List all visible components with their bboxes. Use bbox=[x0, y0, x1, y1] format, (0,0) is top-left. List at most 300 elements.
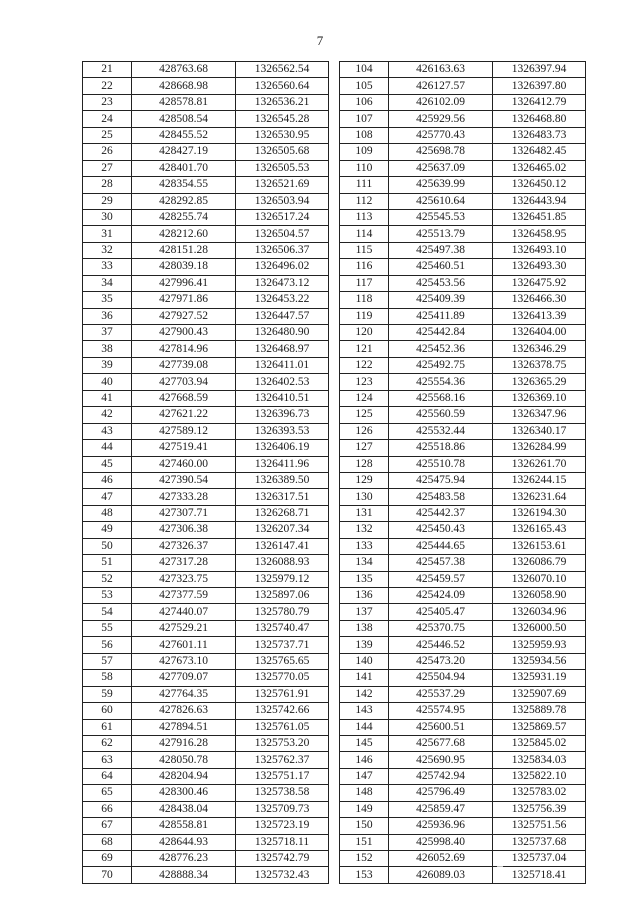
x-coordinate-cell: 425698.78 bbox=[389, 144, 493, 160]
point-number-cell: 127 bbox=[340, 440, 389, 456]
x-coordinate-cell: 427894.51 bbox=[132, 719, 236, 735]
point-number-cell: 137 bbox=[340, 604, 389, 620]
y-coordinate-cell: 1326450.12 bbox=[493, 177, 586, 193]
y-coordinate-cell: 1326397.94 bbox=[493, 62, 586, 78]
point-number-cell: 148 bbox=[340, 785, 389, 801]
y-coordinate-cell: 1325756.39 bbox=[493, 801, 586, 817]
y-coordinate-cell: 1326560.64 bbox=[236, 78, 329, 94]
table-row bbox=[340, 456, 586, 472]
table-row bbox=[340, 62, 586, 78]
x-coordinate-cell: 425409.39 bbox=[389, 292, 493, 308]
point-number-cell: 125 bbox=[340, 407, 389, 423]
x-coordinate-cell: 428763.68 bbox=[132, 62, 236, 78]
table-row bbox=[83, 390, 329, 406]
x-coordinate-cell: 425444.65 bbox=[389, 538, 493, 554]
point-number-cell: 29 bbox=[83, 193, 132, 209]
y-coordinate-cell: 1325723.19 bbox=[236, 818, 329, 834]
table-row bbox=[83, 571, 329, 587]
x-coordinate-cell: 425442.84 bbox=[389, 325, 493, 341]
y-coordinate-cell: 1326268.71 bbox=[236, 505, 329, 521]
table-row bbox=[83, 374, 329, 390]
point-number-cell: 122 bbox=[340, 357, 389, 373]
y-coordinate-cell: 1326503.94 bbox=[236, 193, 329, 209]
x-coordinate-cell: 425532.44 bbox=[389, 423, 493, 439]
x-coordinate-cell: 425504.94 bbox=[389, 670, 493, 686]
y-coordinate-cell: 1325737.04 bbox=[493, 851, 586, 867]
point-number-cell: 25 bbox=[83, 127, 132, 143]
x-coordinate-cell: 425497.38 bbox=[389, 242, 493, 258]
table-row bbox=[83, 226, 329, 242]
x-coordinate-cell: 428438.04 bbox=[132, 801, 236, 817]
x-coordinate-cell: 427333.28 bbox=[132, 489, 236, 505]
y-coordinate-cell: 1326451.85 bbox=[493, 209, 586, 225]
x-coordinate-cell: 427814.96 bbox=[132, 341, 236, 357]
x-coordinate-cell: 427668.59 bbox=[132, 390, 236, 406]
x-coordinate-cell: 425492.75 bbox=[389, 357, 493, 373]
x-coordinate-cell: 427916.28 bbox=[132, 735, 236, 751]
table-row bbox=[83, 703, 329, 719]
y-coordinate-cell: 1326153.61 bbox=[493, 538, 586, 554]
point-number-cell: 30 bbox=[83, 209, 132, 225]
point-number-cell: 135 bbox=[340, 571, 389, 587]
point-number-cell: 38 bbox=[83, 341, 132, 357]
x-coordinate-cell: 427927.52 bbox=[132, 308, 236, 324]
y-coordinate-cell: 1326506.37 bbox=[236, 242, 329, 258]
y-coordinate-cell: 1325931.19 bbox=[493, 670, 586, 686]
x-coordinate-cell: 425518.86 bbox=[389, 440, 493, 456]
y-coordinate-cell: 1325845.02 bbox=[493, 735, 586, 751]
point-number-cell: 55 bbox=[83, 620, 132, 636]
table-row bbox=[83, 686, 329, 702]
point-number-cell: 153 bbox=[340, 867, 389, 883]
y-coordinate-cell: 1326480.90 bbox=[236, 325, 329, 341]
x-coordinate-cell: 428212.60 bbox=[132, 226, 236, 242]
table-row bbox=[340, 555, 586, 571]
x-coordinate-cell: 425560.59 bbox=[389, 407, 493, 423]
point-number-cell: 46 bbox=[83, 472, 132, 488]
y-coordinate-cell: 1325979.12 bbox=[236, 571, 329, 587]
x-coordinate-cell: 428455.52 bbox=[132, 127, 236, 143]
table-row bbox=[83, 275, 329, 291]
table-row bbox=[83, 555, 329, 571]
x-coordinate-cell: 425473.20 bbox=[389, 653, 493, 669]
y-coordinate-cell: 1325959.93 bbox=[493, 637, 586, 653]
x-coordinate-cell: 425742.94 bbox=[389, 768, 493, 784]
x-coordinate-cell: 425770.43 bbox=[389, 127, 493, 143]
table-row bbox=[340, 78, 586, 94]
table-row bbox=[83, 144, 329, 160]
y-coordinate-cell: 1326389.50 bbox=[236, 472, 329, 488]
x-coordinate-cell: 428888.34 bbox=[132, 867, 236, 883]
y-coordinate-cell: 1326207.34 bbox=[236, 522, 329, 538]
table-row bbox=[340, 292, 586, 308]
table-row bbox=[83, 209, 329, 225]
table-row bbox=[340, 94, 586, 110]
y-coordinate-cell: 1326231.64 bbox=[493, 489, 586, 505]
point-number-cell: 69 bbox=[83, 851, 132, 867]
table-row bbox=[83, 160, 329, 176]
table-row bbox=[340, 670, 586, 686]
y-coordinate-cell: 1325897.06 bbox=[236, 588, 329, 604]
table-row bbox=[340, 851, 586, 867]
y-coordinate-cell: 1326536.21 bbox=[236, 94, 329, 110]
x-coordinate-cell: 425554.36 bbox=[389, 374, 493, 390]
point-number-cell: 112 bbox=[340, 193, 389, 209]
point-number-cell: 115 bbox=[340, 242, 389, 258]
x-coordinate-cell: 425457.38 bbox=[389, 555, 493, 571]
table-row bbox=[340, 193, 586, 209]
x-coordinate-cell: 425600.51 bbox=[389, 719, 493, 735]
x-coordinate-cell: 428427.19 bbox=[132, 144, 236, 160]
table-row bbox=[83, 785, 329, 801]
table-row bbox=[83, 818, 329, 834]
y-coordinate-cell: 1326468.80 bbox=[493, 111, 586, 127]
y-coordinate-cell: 1326058.90 bbox=[493, 588, 586, 604]
y-coordinate-cell: 1326458.95 bbox=[493, 226, 586, 242]
point-number-cell: 35 bbox=[83, 292, 132, 308]
y-coordinate-cell: 1326453.22 bbox=[236, 292, 329, 308]
y-coordinate-cell: 1325770.05 bbox=[236, 670, 329, 686]
point-number-cell: 124 bbox=[340, 390, 389, 406]
table-row bbox=[340, 374, 586, 390]
x-coordinate-cell: 427306.38 bbox=[132, 522, 236, 538]
table-row bbox=[83, 325, 329, 341]
x-coordinate-cell: 427377.59 bbox=[132, 588, 236, 604]
x-coordinate-cell: 427440.07 bbox=[132, 604, 236, 620]
point-number-cell: 130 bbox=[340, 489, 389, 505]
y-coordinate-cell: 1326466.30 bbox=[493, 292, 586, 308]
x-coordinate-cell: 425690.95 bbox=[389, 752, 493, 768]
y-coordinate-cell: 1326404.00 bbox=[493, 325, 586, 341]
y-coordinate-cell: 1326483.73 bbox=[493, 127, 586, 143]
y-coordinate-cell: 1326397.80 bbox=[493, 78, 586, 94]
y-coordinate-cell: 1326369.10 bbox=[493, 390, 586, 406]
point-number-cell: 141 bbox=[340, 670, 389, 686]
x-coordinate-cell: 426127.57 bbox=[389, 78, 493, 94]
table-row bbox=[83, 851, 329, 867]
point-number-cell: 48 bbox=[83, 505, 132, 521]
y-coordinate-cell: 1326545.28 bbox=[236, 111, 329, 127]
y-coordinate-cell: 1326443.94 bbox=[493, 193, 586, 209]
point-number-cell: 116 bbox=[340, 259, 389, 275]
x-coordinate-cell: 427703.94 bbox=[132, 374, 236, 390]
table-row bbox=[340, 538, 586, 554]
y-coordinate-cell: 1325783.02 bbox=[493, 785, 586, 801]
table-row bbox=[340, 423, 586, 439]
table-row bbox=[340, 275, 586, 291]
point-number-cell: 129 bbox=[340, 472, 389, 488]
y-coordinate-cell: 1325709.73 bbox=[236, 801, 329, 817]
point-number-cell: 136 bbox=[340, 588, 389, 604]
point-number-cell: 131 bbox=[340, 505, 389, 521]
x-coordinate-cell: 425574.95 bbox=[389, 703, 493, 719]
point-number-cell: 44 bbox=[83, 440, 132, 456]
x-coordinate-cell: 425610.64 bbox=[389, 193, 493, 209]
x-coordinate-cell: 427673.10 bbox=[132, 653, 236, 669]
point-number-cell: 149 bbox=[340, 801, 389, 817]
table-row bbox=[340, 325, 586, 341]
table-row bbox=[83, 127, 329, 143]
point-number-cell: 143 bbox=[340, 703, 389, 719]
x-coordinate-cell: 425998.40 bbox=[389, 834, 493, 850]
point-number-cell: 45 bbox=[83, 456, 132, 472]
point-number-cell: 142 bbox=[340, 686, 389, 702]
x-coordinate-cell: 425510.78 bbox=[389, 456, 493, 472]
y-coordinate-cell: 1325780.79 bbox=[236, 604, 329, 620]
table-row bbox=[83, 735, 329, 751]
x-coordinate-cell: 428204.94 bbox=[132, 768, 236, 784]
y-coordinate-cell: 1326340.17 bbox=[493, 423, 586, 439]
y-coordinate-cell: 1325738.58 bbox=[236, 785, 329, 801]
table-row bbox=[83, 538, 329, 554]
point-number-cell: 107 bbox=[340, 111, 389, 127]
x-coordinate-cell: 425545.53 bbox=[389, 209, 493, 225]
x-coordinate-cell: 427326.37 bbox=[132, 538, 236, 554]
x-coordinate-cell: 427519.41 bbox=[132, 440, 236, 456]
table-row bbox=[340, 111, 586, 127]
table-row bbox=[83, 111, 329, 127]
table-row bbox=[340, 768, 586, 784]
x-coordinate-cell: 425513.79 bbox=[389, 226, 493, 242]
table-row bbox=[340, 242, 586, 258]
table-row bbox=[83, 62, 329, 78]
x-coordinate-cell: 427323.75 bbox=[132, 571, 236, 587]
y-coordinate-cell: 1326406.19 bbox=[236, 440, 329, 456]
coordinates-table-right bbox=[339, 61, 586, 884]
point-number-cell: 56 bbox=[83, 637, 132, 653]
table-row bbox=[340, 752, 586, 768]
point-number-cell: 43 bbox=[83, 423, 132, 439]
x-coordinate-cell: 425405.47 bbox=[389, 604, 493, 620]
point-number-cell: 40 bbox=[83, 374, 132, 390]
point-number-cell: 146 bbox=[340, 752, 389, 768]
y-coordinate-cell: 1326365.29 bbox=[493, 374, 586, 390]
point-number-cell: 42 bbox=[83, 407, 132, 423]
x-coordinate-cell: 425459.57 bbox=[389, 571, 493, 587]
table-row bbox=[83, 407, 329, 423]
y-coordinate-cell: 1326562.54 bbox=[236, 62, 329, 78]
y-coordinate-cell: 1326070.10 bbox=[493, 571, 586, 587]
x-coordinate-cell: 425450.43 bbox=[389, 522, 493, 538]
y-coordinate-cell: 1326482.45 bbox=[493, 144, 586, 160]
point-number-cell: 39 bbox=[83, 357, 132, 373]
x-coordinate-cell: 428508.54 bbox=[132, 111, 236, 127]
point-number-cell: 51 bbox=[83, 555, 132, 571]
x-coordinate-cell: 425424.09 bbox=[389, 588, 493, 604]
point-number-cell: 152 bbox=[340, 851, 389, 867]
x-coordinate-cell: 425442.37 bbox=[389, 505, 493, 521]
page-number: 7 bbox=[316, 33, 324, 48]
point-number-cell: 21 bbox=[83, 62, 132, 78]
point-number-cell: 108 bbox=[340, 127, 389, 143]
x-coordinate-cell: 426163.63 bbox=[389, 62, 493, 78]
table-row bbox=[340, 785, 586, 801]
table-row bbox=[83, 637, 329, 653]
y-coordinate-cell: 1326521.69 bbox=[236, 177, 329, 193]
point-number-cell: 117 bbox=[340, 275, 389, 291]
scan-speck bbox=[497, 866, 503, 867]
table-row bbox=[83, 752, 329, 768]
table-row bbox=[340, 390, 586, 406]
coordinates-table-left bbox=[82, 61, 329, 884]
point-number-cell: 53 bbox=[83, 588, 132, 604]
point-number-cell: 58 bbox=[83, 670, 132, 686]
table-row bbox=[340, 308, 586, 324]
y-coordinate-cell: 1326346.29 bbox=[493, 341, 586, 357]
point-number-cell: 147 bbox=[340, 768, 389, 784]
table-row bbox=[340, 867, 586, 883]
table-row bbox=[83, 653, 329, 669]
point-number-cell: 50 bbox=[83, 538, 132, 554]
y-coordinate-cell: 1326505.53 bbox=[236, 160, 329, 176]
y-coordinate-cell: 1325740.47 bbox=[236, 620, 329, 636]
table-row bbox=[340, 703, 586, 719]
table-row bbox=[340, 818, 586, 834]
y-coordinate-cell: 1325753.20 bbox=[236, 735, 329, 751]
table-row bbox=[83, 292, 329, 308]
point-number-cell: 144 bbox=[340, 719, 389, 735]
point-number-cell: 68 bbox=[83, 834, 132, 850]
x-coordinate-cell: 428300.46 bbox=[132, 785, 236, 801]
y-coordinate-cell: 1326465.02 bbox=[493, 160, 586, 176]
x-coordinate-cell: 425537.29 bbox=[389, 686, 493, 702]
table-row bbox=[83, 620, 329, 636]
y-coordinate-cell: 1325761.91 bbox=[236, 686, 329, 702]
x-coordinate-cell: 427601.11 bbox=[132, 637, 236, 653]
point-number-cell: 145 bbox=[340, 735, 389, 751]
point-number-cell: 150 bbox=[340, 818, 389, 834]
table-row bbox=[340, 226, 586, 242]
point-number-cell: 23 bbox=[83, 94, 132, 110]
x-coordinate-cell: 427739.08 bbox=[132, 357, 236, 373]
table-row bbox=[340, 653, 586, 669]
x-coordinate-cell: 425859.47 bbox=[389, 801, 493, 817]
y-coordinate-cell: 1326000.50 bbox=[493, 620, 586, 636]
table-row bbox=[340, 259, 586, 275]
table-row bbox=[83, 456, 329, 472]
x-coordinate-cell: 428354.55 bbox=[132, 177, 236, 193]
table-row bbox=[340, 160, 586, 176]
table-row bbox=[83, 867, 329, 883]
point-number-cell: 54 bbox=[83, 604, 132, 620]
table-row bbox=[340, 440, 586, 456]
x-coordinate-cell: 428151.28 bbox=[132, 242, 236, 258]
y-coordinate-cell: 1325742.66 bbox=[236, 703, 329, 719]
table-row bbox=[83, 259, 329, 275]
point-number-cell: 63 bbox=[83, 752, 132, 768]
y-coordinate-cell: 1326493.10 bbox=[493, 242, 586, 258]
y-coordinate-cell: 1326261.70 bbox=[493, 456, 586, 472]
point-number-cell: 62 bbox=[83, 735, 132, 751]
table-row bbox=[83, 801, 329, 817]
point-number-cell: 61 bbox=[83, 719, 132, 735]
point-number-cell: 57 bbox=[83, 653, 132, 669]
table-row bbox=[340, 341, 586, 357]
table-row bbox=[83, 341, 329, 357]
y-coordinate-cell: 1326504.57 bbox=[236, 226, 329, 242]
x-coordinate-cell: 428668.98 bbox=[132, 78, 236, 94]
point-number-cell: 32 bbox=[83, 242, 132, 258]
x-coordinate-cell: 427317.28 bbox=[132, 555, 236, 571]
table-row bbox=[340, 588, 586, 604]
table-row bbox=[83, 193, 329, 209]
table-row bbox=[340, 686, 586, 702]
x-coordinate-cell: 427460.00 bbox=[132, 456, 236, 472]
y-coordinate-cell: 1326411.96 bbox=[236, 456, 329, 472]
x-coordinate-cell: 425639.99 bbox=[389, 177, 493, 193]
x-coordinate-cell: 427900.43 bbox=[132, 325, 236, 341]
x-coordinate-cell: 427764.35 bbox=[132, 686, 236, 702]
point-number-cell: 65 bbox=[83, 785, 132, 801]
table-row bbox=[83, 768, 329, 784]
x-coordinate-cell: 428050.78 bbox=[132, 752, 236, 768]
point-number-cell: 31 bbox=[83, 226, 132, 242]
table-row bbox=[340, 604, 586, 620]
point-number-cell: 70 bbox=[83, 867, 132, 883]
point-number-cell: 139 bbox=[340, 637, 389, 653]
x-coordinate-cell: 427307.71 bbox=[132, 505, 236, 521]
table-row bbox=[83, 588, 329, 604]
table-row bbox=[340, 357, 586, 373]
y-coordinate-cell: 1326493.30 bbox=[493, 259, 586, 275]
x-coordinate-cell: 428776.23 bbox=[132, 851, 236, 867]
table-row bbox=[83, 834, 329, 850]
coordinates-tables bbox=[82, 61, 586, 881]
point-number-cell: 120 bbox=[340, 325, 389, 341]
x-coordinate-cell: 425568.16 bbox=[389, 390, 493, 406]
y-coordinate-cell: 1326317.51 bbox=[236, 489, 329, 505]
y-coordinate-cell: 1325834.03 bbox=[493, 752, 586, 768]
table-row bbox=[340, 571, 586, 587]
y-coordinate-cell: 1326165.43 bbox=[493, 522, 586, 538]
point-number-cell: 105 bbox=[340, 78, 389, 94]
table-row bbox=[340, 735, 586, 751]
y-coordinate-cell: 1325751.56 bbox=[493, 818, 586, 834]
y-coordinate-cell: 1325765.65 bbox=[236, 653, 329, 669]
y-coordinate-cell: 1326496.02 bbox=[236, 259, 329, 275]
table-row bbox=[83, 472, 329, 488]
point-number-cell: 66 bbox=[83, 801, 132, 817]
point-number-cell: 111 bbox=[340, 177, 389, 193]
x-coordinate-cell: 425370.75 bbox=[389, 620, 493, 636]
x-coordinate-cell: 428039.18 bbox=[132, 259, 236, 275]
y-coordinate-cell: 1325889.78 bbox=[493, 703, 586, 719]
y-coordinate-cell: 1325934.56 bbox=[493, 653, 586, 669]
x-coordinate-cell: 425936.96 bbox=[389, 818, 493, 834]
y-coordinate-cell: 1326088.93 bbox=[236, 555, 329, 571]
x-coordinate-cell: 428578.81 bbox=[132, 94, 236, 110]
point-number-cell: 64 bbox=[83, 768, 132, 784]
table-row bbox=[83, 177, 329, 193]
y-coordinate-cell: 1325737.68 bbox=[493, 834, 586, 850]
point-number-cell: 106 bbox=[340, 94, 389, 110]
x-coordinate-cell: 427529.21 bbox=[132, 620, 236, 636]
y-coordinate-cell: 1325718.41 bbox=[493, 867, 586, 883]
x-coordinate-cell: 425929.56 bbox=[389, 111, 493, 127]
point-number-cell: 121 bbox=[340, 341, 389, 357]
table-row bbox=[340, 177, 586, 193]
y-coordinate-cell: 1326284.99 bbox=[493, 440, 586, 456]
y-coordinate-cell: 1326034.96 bbox=[493, 604, 586, 620]
x-coordinate-cell: 425452.36 bbox=[389, 341, 493, 357]
table-row bbox=[340, 522, 586, 538]
x-coordinate-cell: 425453.56 bbox=[389, 275, 493, 291]
point-number-cell: 49 bbox=[83, 522, 132, 538]
point-number-cell: 24 bbox=[83, 111, 132, 127]
x-coordinate-cell: 427621.22 bbox=[132, 407, 236, 423]
y-coordinate-cell: 1326347.96 bbox=[493, 407, 586, 423]
point-number-cell: 113 bbox=[340, 209, 389, 225]
